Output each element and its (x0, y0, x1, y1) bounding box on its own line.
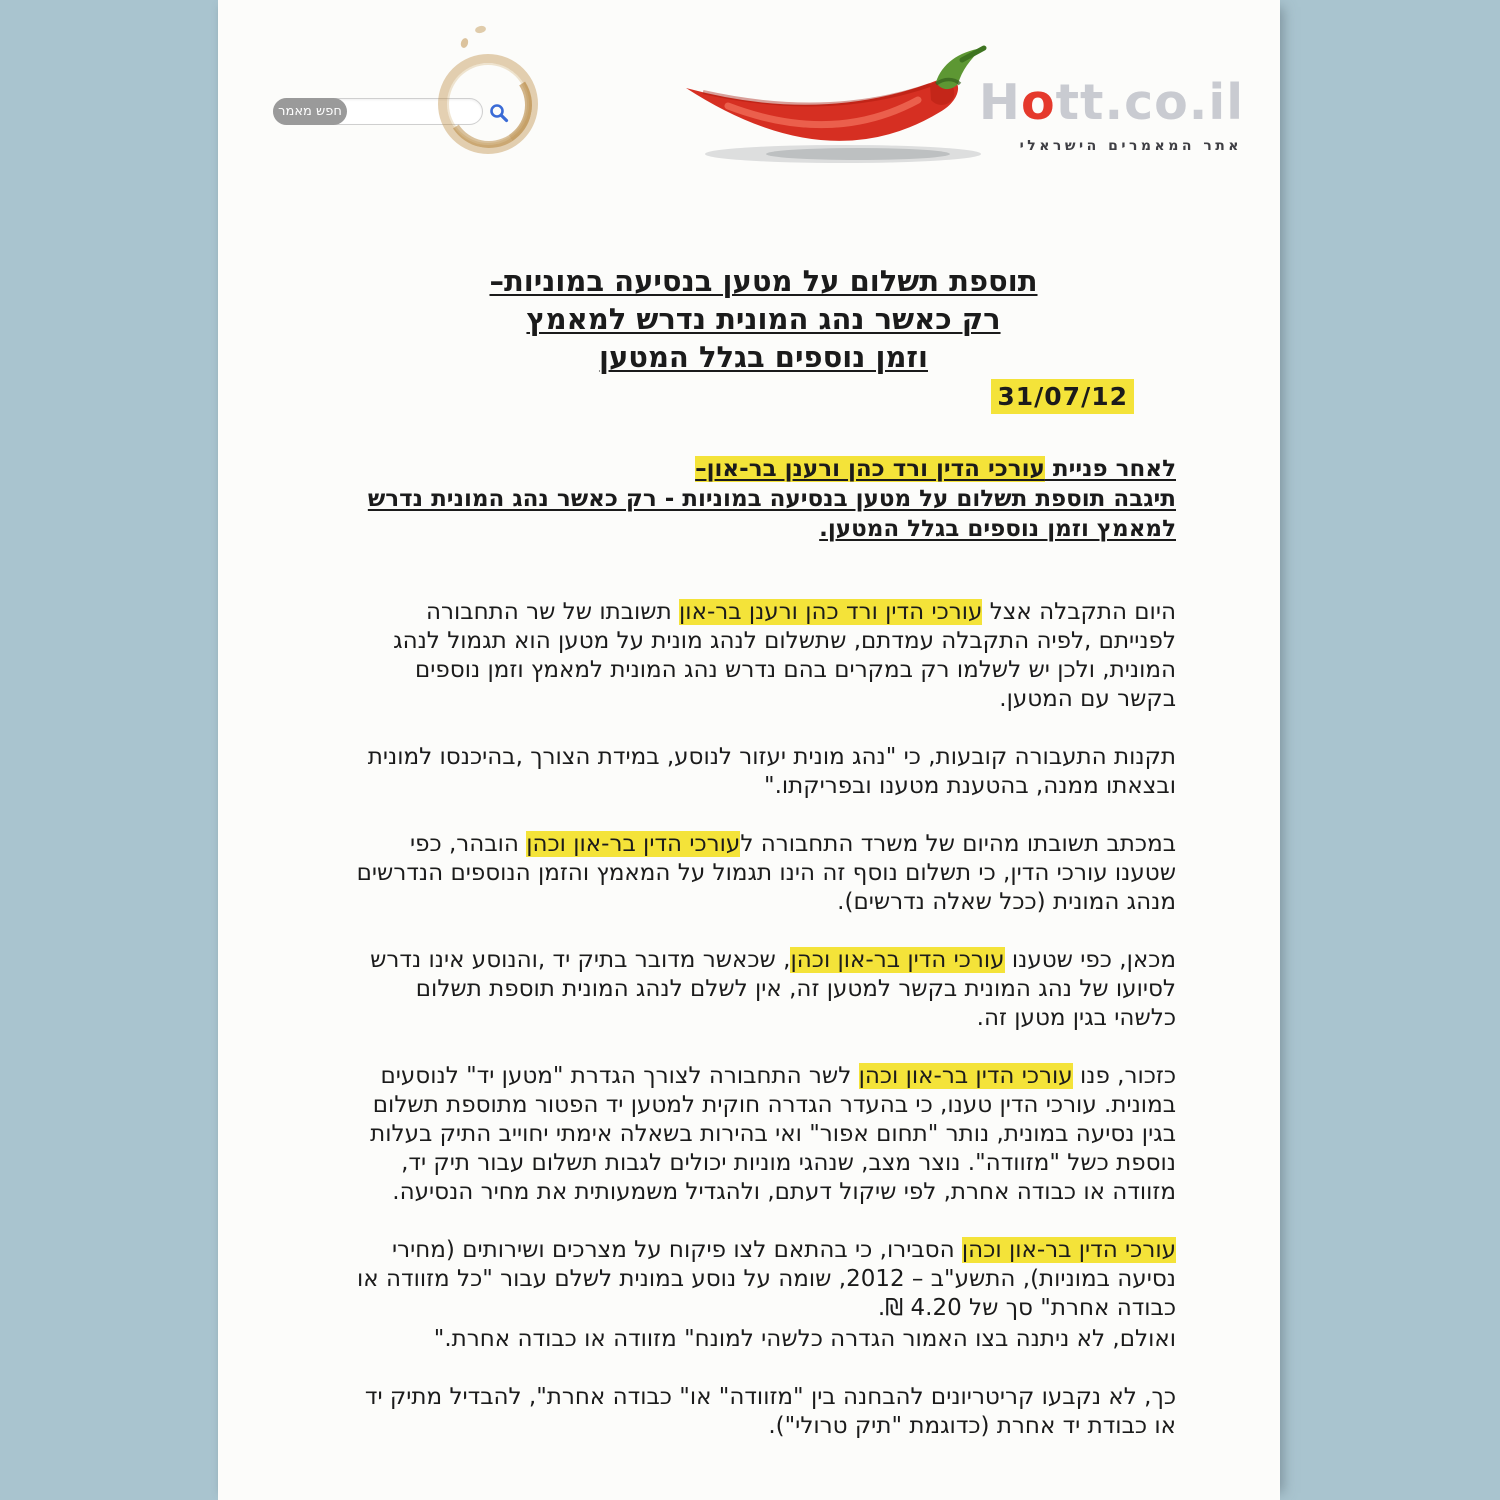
text-run: כך, לא נקבעו קריטריונים להבחנה בין "מזוודה" או" כבודה אחרת", להבדיל מתיק יד או כבודת יד אחרת (כדוגמת "תיק טרולי"). (364, 1384, 1176, 1439)
doc-title-line (351, 300, 1176, 338)
highlighted-text: עורכי הדין בר-און וכהן (790, 947, 1005, 973)
text-run: הסבירו, כי בהתאם לצו פיקוח על מצרכים ושירותים (מחירי נסיעה במוניות), התשע"ב – 2012, שומה על נוסע במונית לשלם עבור "כל מזוודה או כבודה אחרת" סך של 4.20 ₪. (357, 1237, 1176, 1321)
highlighted-text: עורכי הדין בר-און וכהן (961, 1237, 1176, 1263)
brand-tagline: אתר המאמרים הישראלי (1019, 138, 1242, 154)
paragraph (351, 1325, 1176, 1354)
doc-title-text: תוספת תשלום על מטען בנסיעה במוניות– (489, 264, 1038, 298)
text-run: ואולם, לא ניתנה בצו האמור הגדרה כלשהי למונח" מזוודה או כבודה אחרת." (433, 1326, 1176, 1352)
doc-subtitle-line (351, 454, 1176, 484)
highlighted-text: עורכי הדין ורד כהן ורענן בר-און– (695, 456, 1045, 482)
text-run: כזכור, פנו (1072, 1063, 1176, 1089)
doc-subtitle (351, 454, 1176, 544)
text-run: לאחר פניית (1044, 456, 1176, 482)
text-run: למאמץ וזמן נוספים בגלל המטען. (819, 516, 1176, 542)
highlighted-text: עורכי הדין בר-און וכהן (526, 831, 741, 857)
doc-title-text: וזמן נוספים בגלל המטען (598, 340, 928, 374)
doc-paragraphs (351, 598, 1176, 1441)
paragraph (351, 1236, 1176, 1323)
paragraph (351, 830, 1176, 917)
doc-subtitle-line (351, 514, 1176, 544)
text-run: תשובתו של שר התחבורה לפנייתם ,לפיה התקבלה עמדתם, שתשלום לנהג מונית על מטען הוא תגמול לנהג המונית, ולכן יש לשלמו רק במקרים בהם נדרש נהג המונית למאמץ וזמן נוספים בקשר עם המטען. (393, 599, 1176, 712)
search-button[interactable]: חפש מאמר (273, 98, 347, 125)
red-chili-pepper-icon (668, 38, 998, 168)
coffee-splash-dot (474, 25, 486, 34)
brand-text: H (978, 74, 1021, 131)
paragraph (351, 1062, 1176, 1207)
text-run: במכתב תשובתו מהיום של משרד התחבורה ל (740, 831, 1176, 857)
paragraph (351, 743, 1176, 801)
paragraph (351, 1383, 1176, 1441)
text-run: תקנות התעבורה קובעות, כי "נהג מונית יעזור לנוסע, במידת הצורך ,בהיכנסו למונית ובצאתו ממנה, בהטענת מטענו ובפריקתו." (367, 744, 1176, 799)
brand-text: tt.co.il (1055, 74, 1244, 131)
document-content (351, 262, 1176, 1441)
date-badge: 31/07/12 (991, 379, 1134, 414)
document-paper (218, 0, 1280, 1500)
text-run: , שכאשר מדובר בתיק יד ,והנוסע אינו נדרש לסיועו של נהג המונית בקשר למטען זה, אין לשלם לנהג המונית תוספת תשלום כלשהי בגין מטען זה. (370, 947, 1176, 1031)
paragraph (351, 946, 1176, 1033)
brand-logo (979, 74, 1244, 131)
highlighted-text: עורכי הדין בר-און וכהן (858, 1063, 1073, 1089)
text-run: תיגבה תוספת תשלום על מטען בנסיעה במוניות - רק כאשר נהג המונית נדרש (367, 486, 1176, 512)
brand-accent-letter: o (1020, 74, 1056, 131)
doc-subtitle-line (351, 484, 1176, 514)
text-run: הובהר, כפי שטענו עורכי הדין, כי תשלום נוסף זה הינו תגמול על המאמץ והזמן הנוספים הנדרשים מנהג המונית (ככל שאלה נדרשים). (356, 831, 1176, 915)
text-run: לשר התחבורה לצורך הגדרת "מטען יד" לנוסעים במונית. עורכי הדין טענו, כי בהעדר הגדרה חוקית למטען יד הפטור מתוספת תשלום בגין נסיעה במונית, נותר "תחום אפור" ואי בהירות בשאלה אימתי יחוייב התיק בעלות נוספת כשל "מזוודה". נוצר מצב, שנהגי מוניות יכולים לגבות תשלום עבור תיק יד, מזוודה או כבודה אחרת, לפי שיקול דעתם, ולהגדיל משמעותית את מחיר הנסיעה. (370, 1063, 1176, 1205)
text-run: היום התקבלה אצל (982, 599, 1176, 625)
doc-title-line (351, 338, 1176, 376)
doc-title-text: רק כאשר נהג המונית נדרש למאמץ (526, 302, 1001, 336)
doc-title (351, 262, 1176, 376)
paragraph (351, 598, 1176, 714)
coffee-splash-dot (460, 37, 470, 49)
doc-title-line (351, 262, 1176, 300)
text-run: מכאן, כפי שטענו (1004, 947, 1176, 973)
highlighted-text: עורכי הדין ורד כהן ורענן בר-און (679, 599, 983, 625)
date-row (351, 382, 1176, 416)
